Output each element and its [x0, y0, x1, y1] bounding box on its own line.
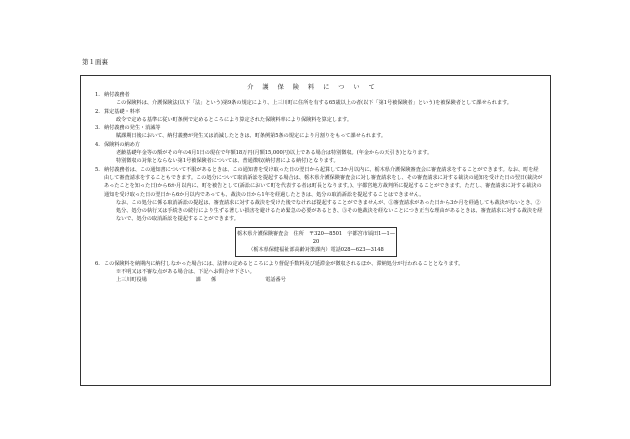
section-heading: この保険料を納期内に納付しなかった場合には、法律の定めるところにより督促手数料及び延滞金が徴収されるほか、滞納処分が行われることとなります。 [104, 260, 464, 267]
notice-content [95, 91, 543, 285]
page-label: 第１面裏 [82, 58, 108, 66]
section-body: 賦課期日後において、納付義務が発生又は消滅したときは、町条例第5条の規定により月割りをもって課せられます。 [116, 133, 387, 140]
review-board-phone: （栃木県保健福祉部高齢対策課内）電話028—623—3148 [248, 246, 384, 253]
section-number: 3. [95, 125, 100, 132]
contact-division: 課 係 [195, 277, 217, 284]
section-number: 4. [95, 141, 100, 148]
review-board-box [235, 227, 397, 257]
document-title: 介護保険料について [247, 84, 384, 91]
section-body: 政令で定める基準に従い町条例で定めるところにより算定された保険料率により保険料を算定します。 [116, 116, 353, 123]
section-extra: なお、この処分に係る取消訴訟の提起は、審査請求に対する裁決を受けた後でなければ提起することができませんが、①審査請求があった日から3か月を経過しても裁決がないとき、②処分、処分の執行又は手続きの続行により生ずる著しい損害を避けるため緊急の必要があるとき、③その他裁決を経ないことにつき正当な理由があるときは、審査請求に対する裁決を経ないで、処分の取消訴訟を提起することができます。 [116, 199, 543, 223]
section-number: 1. [95, 92, 100, 98]
section-6 [95, 260, 543, 268]
inquiry-note: ※不明又は不審な点がある場合は、下記へお問合せ下さい。 [116, 269, 255, 276]
section-number: 6. [95, 260, 100, 267]
section-body: この保険料は、介護保険法(以下「法」という)第9条の規定により、上三川町に住所を有する65歳以上の者(以下「第1号被保険者」という)を被保険者として課せられます。 [116, 100, 512, 107]
section-heading: 納付義務者 [104, 92, 130, 98]
section-number: 2. [95, 108, 100, 115]
section-4 [95, 141, 543, 149]
contact-row [95, 276, 543, 284]
section-2 [95, 108, 543, 116]
review-board-address: 栃木県介護保険審査会 住所 〒320—8501 宇都宮市塙田1—1—20 [237, 230, 395, 245]
section-heading: 保険料の納め方 [104, 141, 140, 148]
section-1 [95, 91, 543, 99]
section-heading: 納付義務の発生・消滅等 [104, 125, 161, 132]
section-3 [95, 124, 543, 132]
section-number: 5. [95, 166, 100, 173]
section-5 [95, 166, 543, 199]
contact-phone-label: 電話番号 [265, 277, 286, 284]
notice-frame [80, 75, 551, 386]
section-heading: 納付義務者は、この通知書について不服があるときは、この通知書を受け取った日の翌日から起算して3か月以内に、栃木県介護保険審査会に審査請求をすることができます。なお、町を経由して審査請求をすることもできます。この処分について取消訴訟を提起する場合は、栃木県介護保険審査会に対し審査請求をし、その審査請求に対する裁決の通知を受けた日の翌日(裁決があったことを知った日)から6か月以内に、町を被告として(訴訟において町を代表する者は町長となります。)、宇都宮地方裁判所に提起することができます。ただし、審査請求に対する裁決の通知を受け取った日の翌日から6か月以内であっても、裁決の日から1年を経過したときは、処分の取消訴訟を提起することはできません。 [104, 166, 543, 198]
contact-office: 上三川町役場 [116, 277, 147, 284]
section-extra: 特別徴収の対象とならない第1号被保険者については、普通徴収(納付書による納付)となります。 [116, 158, 339, 165]
section-heading: 算定基礎・料率 [104, 108, 140, 115]
section-body: 老齢基礎年金等の額がその年の4月1日の現在で年額18万円(月額15,000円)以上である場合は特別徴収。(年金からの天引き)となります。 [116, 150, 433, 157]
